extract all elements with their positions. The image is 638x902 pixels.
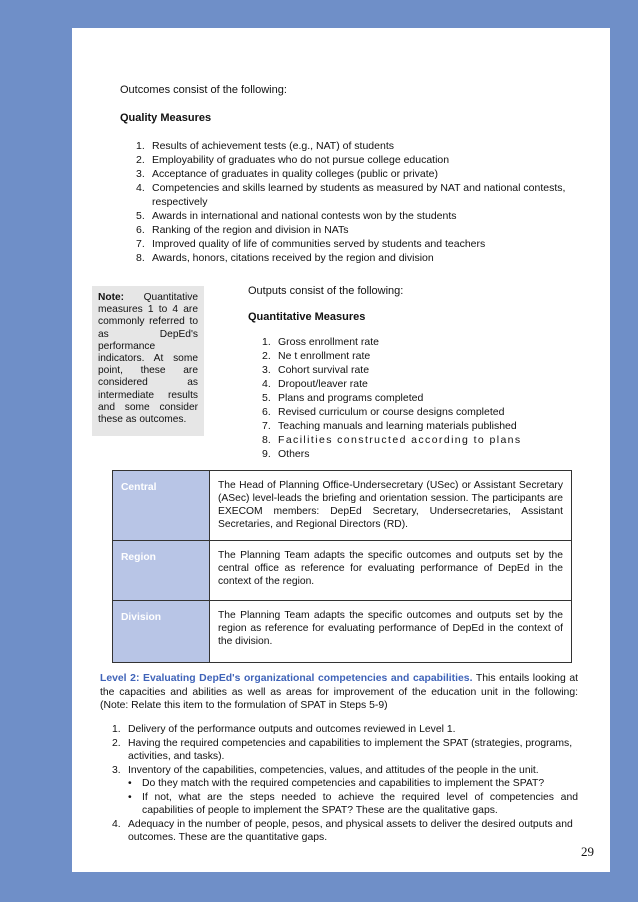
quantitative-heading: Quantitative Measures — [248, 311, 366, 323]
list-item: 5. Awards in international and national contests won by the students — [136, 210, 457, 222]
list-item: 7. Improved quality of life of communities served by students and teachers — [136, 238, 486, 250]
desc-cell: The Head of Planning Office-Undersecretary (USec) or Assistant Secretary (ASec) level-leads the briefing and orientation session. The participants are EXECOM members: DepEd Secretary, Undersecretaries, Assistant Secretaries, and Regional Directors (RD). — [210, 471, 572, 541]
desc-cell: The Planning Team adapts the specific outcomes and outputs set by the central office as reference for evaluating performance of DepEd in the context of the region. — [210, 541, 572, 601]
quantitative-list — [262, 335, 582, 461]
desc-cell: The Planning Team adapts the specific outcomes and outputs set by the region as reference for evaluating performance of DepEd in the context of the division. — [210, 601, 572, 663]
note-box — [92, 286, 204, 436]
list-item: 4. Competencies and skills learned by students as measured by NAT and national contests, respectively — [136, 182, 566, 208]
list-item: 2. Ne t enrollment rate — [262, 350, 371, 362]
level2-list — [112, 723, 578, 845]
sub-list — [126, 777, 578, 818]
list-item: 3. Acceptance of graduates in quality colleges (public or private) — [136, 168, 438, 180]
list-item: 9. Others — [262, 448, 310, 460]
role-cell: Division — [113, 601, 210, 663]
table-row — [113, 601, 572, 663]
role-cell: Central — [113, 471, 210, 541]
table-row — [113, 471, 572, 541]
page-number: 29 — [581, 844, 594, 859]
role-cell: Region — [113, 541, 210, 601]
quality-heading: Quality Measures — [120, 112, 212, 124]
list-item: 3. Inventory of the capabilities, competencies, values, and attitudes of the people in the unit. • Do they match with the required competencies and capabilities to implement the SPAT? • If not, what are the steps needed to achieve the required level of competencies and capabilities of people to implement the SPAT? These are the qualitative gaps. — [112, 764, 578, 816]
sub-item: • If not, what are the steps needed to achieve the required level of competencies and capabilities of people to implement the SPAT? These are the qualitative gaps. — [128, 791, 578, 816]
outputs-intro: Outputs consist of the following: — [248, 285, 404, 297]
list-item: 4. Adequacy in the number of people, pesos, and physical assets to deliver the desired outputs and outcomes. These are the quantitative gaps. — [112, 818, 573, 843]
level2-title: Level 2: Evaluating DepEd's organizational competencies and capabilities. — [100, 673, 473, 684]
list-item: 2. Employability of graduates who do not pursue college education — [136, 154, 450, 166]
table-row — [113, 541, 572, 601]
level2-intro: This entails looking at the capacities and abilities as well as areas for improvement of the education unit in the following: (Note: Relate this item to the formulation of SPAT in Steps 5-9) — [100, 673, 579, 711]
note-label: Note: — [98, 292, 125, 303]
note-text: Quantitative measures 1 to 4 are commonly referred to as DepEd's performance indicators. At some point, these are considered as intermediate results and some consider these as outcomes. — [98, 292, 198, 426]
list-item: 2. Having the required competencies and capabilities to implement the SPAT (strategies, programs, activities, and tasks). — [112, 737, 573, 762]
sub-item: • Do they match with the required competencies and capabilities to implement the SPAT? — [128, 778, 545, 789]
bullet-icon: • — [128, 778, 132, 789]
level2-paragraph — [100, 672, 578, 713]
list-item: 5. Plans and programs completed — [262, 392, 424, 404]
roles-table — [112, 470, 572, 663]
list-item: 8. Awards, honors, citations received by the region and division — [136, 252, 434, 264]
list-item: 4. Dropout/leaver rate — [262, 378, 368, 390]
list-item: 1. Gross enrollment rate — [262, 336, 379, 348]
list-item: 1. Results of achievement tests (e.g., NAT) of students — [136, 140, 394, 152]
quality-list — [136, 139, 586, 265]
list-item: 6. Ranking of the region and division in NATs — [136, 224, 349, 236]
list-item: 6. Revised curriculum or course designs completed — [262, 406, 505, 418]
list-item: 7. Teaching manuals and learning materials published — [262, 420, 517, 432]
bullet-icon: • — [128, 791, 132, 803]
list-item: 3. Cohort survival rate — [262, 364, 370, 376]
list-item: 8. Facilities constructed according to plans — [262, 434, 522, 446]
outcomes-intro: Outcomes consist of the following: — [120, 84, 287, 96]
document-page — [72, 28, 610, 872]
list-item: 1. Delivery of the performance outputs and outcomes reviewed in Level 1. — [112, 724, 456, 735]
